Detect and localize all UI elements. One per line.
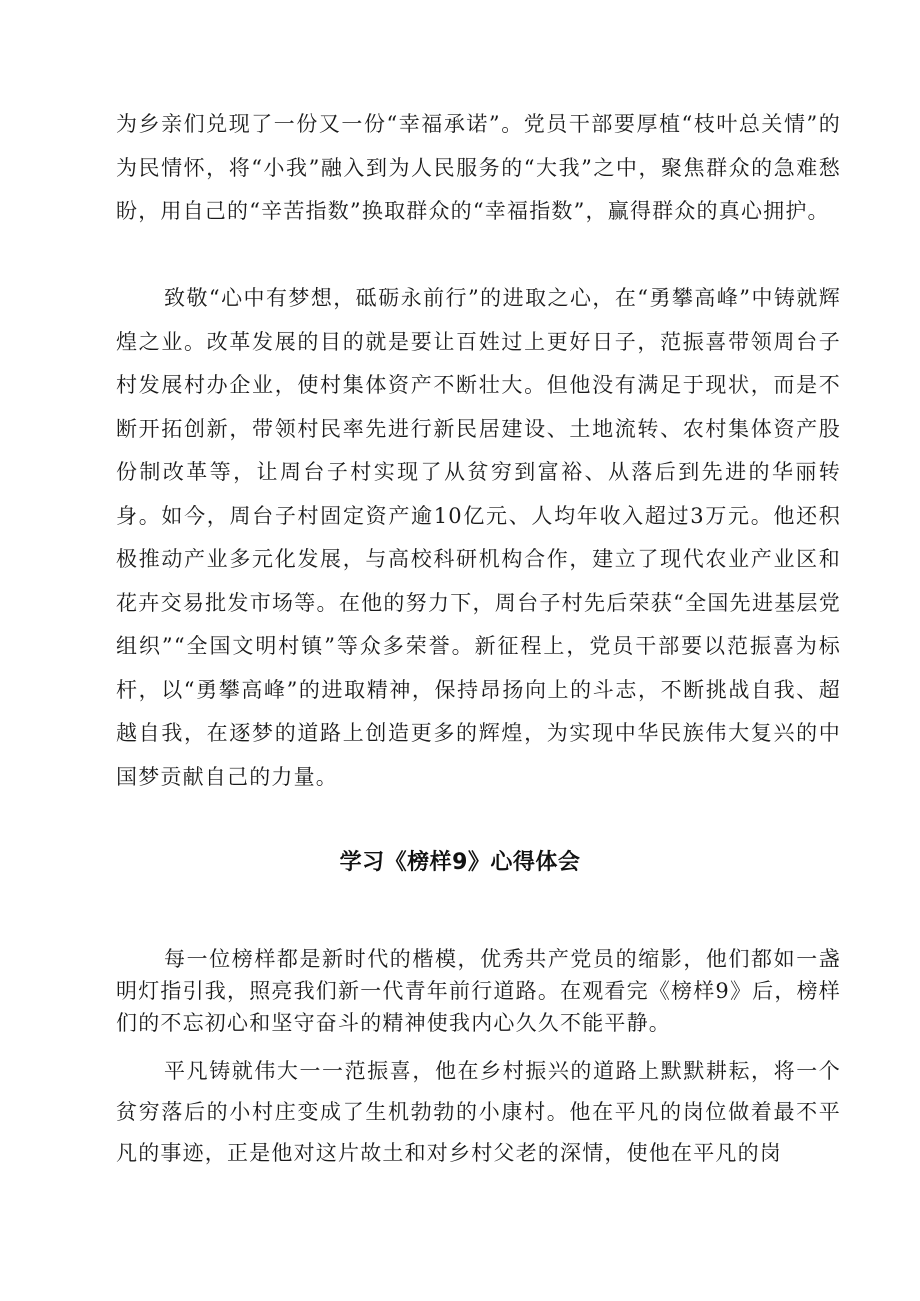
section-title: 学习《榜样9》心得体会 [339,850,581,875]
paragraph-progressive-spirit: 致敬“心中有梦想，砥砺永前行”的进取之心，在“勇攀高峰”中铸就辉煌之业。改革发展的目的就是要让百姓过上更好日子，范振喜带领周台子村发展村办企业，使村集体资产不断壮大。但他没有满足于现状，而是不断开拓创新，带领村民率先进行新民居建设、土地流转、农村集体资产股份制改革等，让周台子村实现了从贫穷到富裕、从落后到先进的华丽转身。如今，周台子村固定资产逾10亿元、人均年收入超过3万元。他还积极推动产业多元化发展，与高校科研机构合作，建立了现代农业产业区和花卉交易批发市场等。在他的努力下，周台子村先后荣获“全国先进基层党组织”“全国文明村镇”等众多荣誉。新征程上，党员干部要以范振喜为标杆，以“勇攀高峰”的进取精神，保持昂扬向上的斗志，不断挑战自我、超越自我，在逐梦的道路上创造更多的辉煌，为实现中华民族伟大复兴的中国梦贡献自己的力量。 [116,286,841,789]
paragraph-fan-zhenxi: 平凡铸就伟大一一范振喜，他在乡村振兴的道路上默默耕耘，将一个贫穷落后的小村庄变成了生机勃勃的小康村。他在平凡的岗位做着最不平凡的事迹，正是他对这片故土和对乡村父老的深情，使他在平凡的岗 [116,1059,841,1165]
paragraph-intro: 每一位榜样都是新时代的楷模，优秀共产党员的缩影，他们都如一盏明灯指引我，照亮我们新一代青年前行道路。在观看完《榜样9》后，榜样们的不忘初心和坚守奋斗的精神使我内心久久不能平静。 [116,947,841,1035]
paragraph-continuation: 为乡亲们兑现了一份又一份“幸福承诺”。党员干部要厚植“枝叶总关情”的为民情怀，将“小我”融入到为人民服务的“大我”之中，聚焦群众的急难愁盼，用自己的“辛苦指数”换取群众的“幸福指数”，赢得群众的真心拥护。 [116,112,841,223]
